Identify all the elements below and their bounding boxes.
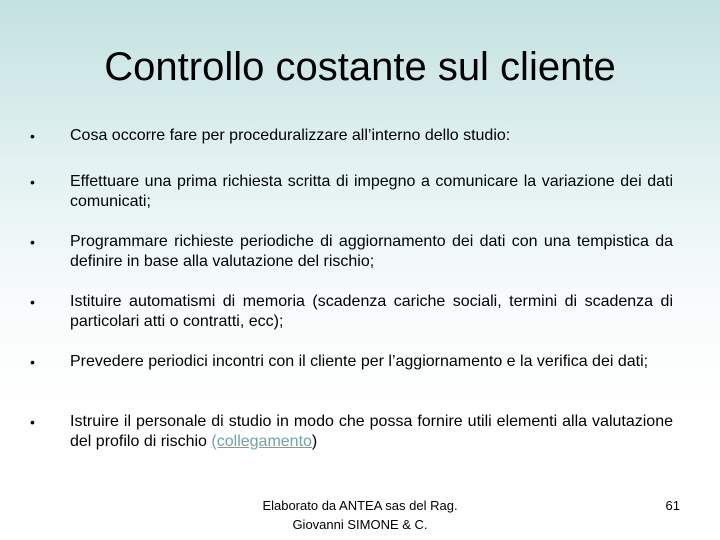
bullet-text: Prevedere periodici incontri con il cliente per l’aggiornamento e la verifica dei dati; [70,353,649,370]
bullet-dot: • [30,354,35,370]
link-closing-paren: ) [311,433,318,450]
slide-title: Controllo costante sul cliente [104,45,616,89]
page-number: 61 [665,498,680,513]
bullet-text-with-link [70,412,673,452]
bullet-dot: • [30,128,35,144]
bullet-text: Effettuare una prima richiesta scritta di impegno a comunicare la variazione dei dati comunicati; [70,173,673,210]
footer-line-2: Giovanni SIMONE & C. [292,517,428,532]
bullet-dot: • [30,234,35,250]
collegamento-link[interactable]: (collegamento [211,433,312,450]
bullet-dot: • [30,414,35,430]
bullet-text: Istituire automatismi di memoria (scadenza cariche sociali, termini di scadenza di particolari atti o contratti, ecc); [70,293,673,330]
footer-line-1: Elaborato da ANTEA sas del Rag. [262,498,458,513]
footer-credit [230,496,490,534]
bullet-text: Programmare richieste periodiche di aggiornamento dei dati con una tempistica da definire in base alla valutazione del rischio; [70,233,673,270]
bullet-text: Istruire il personale di studio in modo che possa fornire utili elementi alla valutazione del profilo di rischio [70,413,673,450]
bullet-text: Cosa occorre fare per proceduralizzare all’interno dello studio: [70,127,511,144]
bullet-dot: • [30,174,35,190]
bullet-dot: • [30,294,35,310]
